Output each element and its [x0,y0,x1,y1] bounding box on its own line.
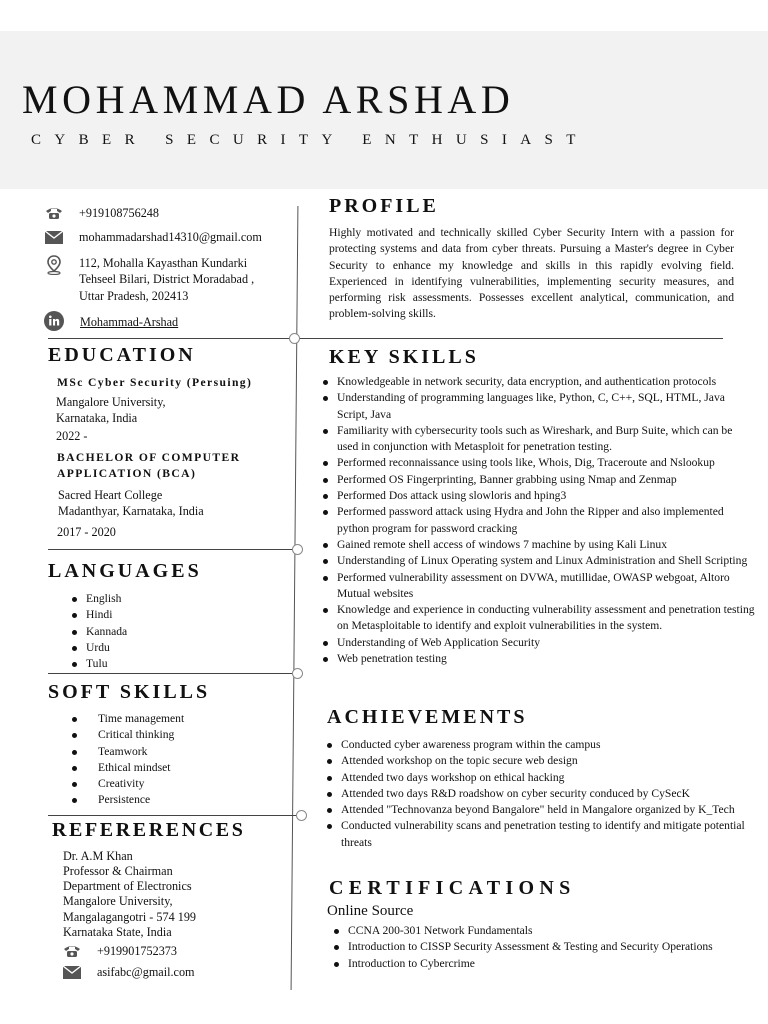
divider-line [48,338,289,339]
candidate-role: CYBER SECURITY ENTHUSIAST [31,132,589,148]
education-heading: EDUCATION [48,344,196,366]
soft-skills-heading: SOFT SKILLS [48,681,211,703]
linkedin-link[interactable]: Mohammad-Arshad [80,315,179,329]
linkedin-icon [44,311,64,331]
list-item: Attended "Technovanza beyond Bangalore" held in Mangalore organized by K_Tech [325,802,750,818]
references-heading: REFERERENCES [52,819,246,841]
envelope-icon [44,229,64,245]
languages-list [70,591,127,672]
list-item: Time management [70,711,184,727]
list-item: Knowledge and experience in conducting vulnerability assessment and penetration testing on Metasploitable to identify and exploit vulnerabilities in the system. [321,602,761,635]
divider-line [48,549,292,550]
list-item: Performed password attack using Hydra and John the Ripper and also implemented python program for password cracking [321,504,751,537]
list-item: Knowledgeable in network security, data encryption, and authentication protocols [321,374,761,390]
msc-location: Karnataka, India [56,411,138,425]
list-item: Attended workshop on the topic secure web design [325,753,755,769]
list-item: Ethical mindset [70,760,184,776]
certifications-subheading: Online Source [327,903,414,919]
certifications-list [332,923,762,972]
list-item: Persistence [70,792,184,808]
list-item: English [70,591,127,607]
envelope-icon [62,964,82,980]
soft-skills-list [70,711,184,809]
list-item: Understanding of programming languages like, Python, C, C++, SQL, HTML, Java Script, Java [321,390,751,423]
divider-node [292,544,303,555]
key-skills-heading: KEY SKILLS [329,346,479,368]
reference-line: Professor & Chairman [63,864,173,878]
contact-phone [44,205,159,221]
list-item: Teamwork [70,744,184,760]
reference-line: Mangalore University, [63,894,173,908]
bca-college: Sacred Heart College [58,488,163,502]
msc-title: MSc Cyber Security (Persuing) [57,376,253,389]
bca-title-line-2: APPLICATION (BCA) [57,467,197,480]
address-line-2: Tehseel Bilari, District Moradabad , [79,272,255,287]
list-item: Conducted vulnerability scans and penetration testing to identify and mitigate potential threats [325,818,750,851]
list-item: Critical thinking [70,727,184,743]
location-pin-icon [44,255,64,275]
address-line-3: Uttar Pradesh, 202413 [79,288,189,303]
list-item: Performed vulnerability assessment on DVWA, mutillidae, OWASP webgoat, Altoro Mutual websites [321,570,751,603]
list-item: Hindi [70,607,127,623]
column-divider [291,206,299,990]
list-item: CCNA 200-301 Network Fundamentals [332,923,762,939]
list-item: Kannada [70,624,127,640]
divider-node [296,810,307,821]
contact-email [44,229,262,245]
profile-heading: PROFILE [329,195,439,217]
msc-university: Mangalore University, [56,395,166,409]
address-line-1: 112, Mohalla Kayasthan Kundarki [79,256,248,270]
reference-line: Department of Electronics [63,879,192,893]
phone-number[interactable]: +919108756248 [79,206,159,220]
achievements-list [325,737,755,851]
list-item: Creativity [70,776,184,792]
list-item: Introduction to Cybercrime [332,956,762,972]
profile-text: Highly motivated and technically skilled Cyber Security Intern with a passion for protecting systems and data from cyber threats. Pursuing a Master's degree in Cyber Security to enhance my knowledge and skills in this rapidly evolving field. Experienced in identifying vulnerabilities, implementing security measures, and performing risk assessments. Possesses excellent analytical, communication, and problem-solving skills. [329,226,734,321]
list-item: Tulu [70,656,127,672]
bca-years: 2017 - 2020 [57,525,116,539]
list-item: Conducted cyber awareness program within the campus [325,737,755,753]
candidate-name: MOHAMMAD ARSHAD [22,77,515,122]
divider-node [289,333,300,344]
divider-line [48,815,298,816]
reference-phone-number[interactable]: +919901752373 [97,944,177,958]
bca-location: Madanthyar, Karnataka, India [58,504,204,518]
reference-email [62,964,195,980]
languages-heading: LANGUAGES [48,560,202,582]
bca-title-line-1: BACHELOR OF COMPUTER [57,451,241,464]
divider-node [292,668,303,679]
list-item: Attended two days workshop on ethical hacking [325,770,755,786]
phone-icon [44,205,64,221]
contact-linkedin [44,311,178,331]
list-item: Performed Dos attack using slowloris and hping3 [321,488,761,504]
divider-line [48,673,292,674]
reference-line: Karnataka State, India [63,925,172,939]
reference-line: Dr. A.M Khan [63,849,133,863]
list-item: Understanding of Linux Operating system and Linux Administration and Shell Scripting [321,553,751,569]
achievements-heading: ACHIEVEMENTS [327,706,528,728]
list-item: Understanding of Web Application Security [321,635,761,651]
list-item: Familiarity with cybersecurity tools such as Wireshark, and Burp Suite, which can be used in conjunction with Metasploit for penetration testing. [321,423,751,456]
contact-address [44,255,254,304]
key-skills-list [321,374,761,667]
msc-years: 2022 - [56,429,88,443]
list-item: Performed reconnaissance using tools like, Whois, Dig, Traceroute and Nslookup [321,455,761,471]
list-item: Performed OS Fingerprinting, Banner grabbing using Nmap and Zenmap [321,472,761,488]
certifications-heading: CERTIFICATIONS [329,877,576,899]
phone-icon [62,943,82,959]
reference-phone [62,943,177,959]
reference-line: Mangalagangotri - 574 199 [63,910,197,924]
list-item: Introduction to CISSP Security Assessment & Testing and Security Operations [332,939,762,955]
divider-line [298,338,723,339]
list-item: Gained remote shell access of windows 7 machine by using Kali Linux [321,537,761,553]
reference-email-address[interactable]: asifabc@gmail.com [97,965,195,979]
list-item: Web penetration testing [321,651,761,667]
email-address[interactable]: mohammadarshad14310@gmail.com [79,230,262,244]
list-item: Urdu [70,640,127,656]
list-item: Attended two days R&D roadshow on cyber security conduced by CySecK [325,786,755,802]
